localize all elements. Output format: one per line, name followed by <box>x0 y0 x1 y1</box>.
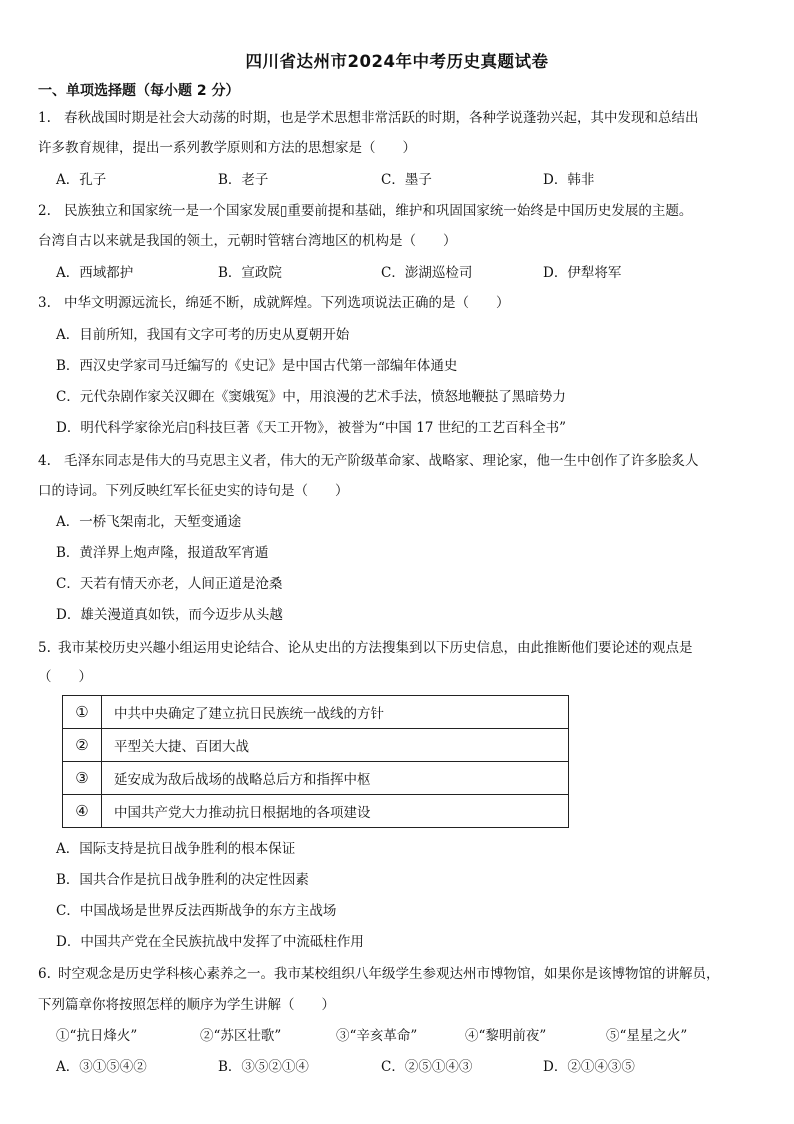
q2-option-d: D．伊犁将军 <box>543 265 622 281</box>
row-marker: ④ <box>63 795 102 828</box>
question-2-line-1 <box>38 201 758 221</box>
table-row <box>63 696 569 729</box>
q6-option-b: B．③⑤②①④ <box>218 1059 309 1075</box>
q6-item-2: ②“苏区壮歌” <box>200 1028 282 1044</box>
q3-option-a: A．目前所知，我国有文字可考的历史从夏朝开始 <box>56 327 350 343</box>
q4-option-c: C．天若有情天亦老，人间正道是沧桑 <box>56 576 283 592</box>
q6-item-4: ④“黎明前夜” <box>465 1028 547 1044</box>
table-row <box>63 729 569 762</box>
page-title: 四川省达州市2024年中考历史真题试卷 <box>245 52 549 71</box>
row-text: 中共中央确定了建立抗日民族统一战线的方针 <box>102 696 569 729</box>
question-5-line-1 <box>38 638 758 658</box>
table-row <box>63 762 569 795</box>
question-1-line-1 <box>38 108 758 128</box>
q6-item-3: ③“辛亥革命” <box>336 1028 418 1044</box>
q4-option-a: A．一桥飞架南北，天堑变通途 <box>56 514 242 530</box>
question-4-text: 毛泽东同志是伟大的马克思主义者，伟大的无产阶级革命家、战略家、理论家，他一生中创作了许多脍炙人 <box>64 453 699 469</box>
q6-option-a: A．③①⑤④② <box>56 1059 147 1075</box>
q1-option-b: B．老子 <box>218 172 269 188</box>
question-6-number: 6. <box>38 966 51 982</box>
row-marker: ② <box>63 729 102 762</box>
question-6-text: 时空观念是历史学科核心素养之一。我市某校组织八年级学生参观达州市博物馆，如果你是该博物馆的讲解员， <box>58 966 720 982</box>
question-5-text: 我市某校历史兴趣小组运用史论结合、论从史出的方法搜集到以下历史信息，由此推断他们要论述的观点是 <box>58 640 693 656</box>
q2-option-c: C．澎湖巡检司 <box>381 265 473 281</box>
q1-option-a: A．孔子 <box>56 172 107 188</box>
q6-item-5: ⑤“星星之火” <box>606 1028 688 1044</box>
row-marker: ③ <box>63 762 102 795</box>
question-4-line-1 <box>38 451 758 471</box>
q2-option-b: B．宣政院 <box>218 265 282 281</box>
table-row <box>63 795 569 828</box>
q3-option-d: D．明代科学家徐光启▯科技巨著《天工开物》，被誉为“中国 17 世纪的工艺百科全书” <box>56 420 567 436</box>
q5-option-c: C．中国战场是世界反法西斯战争的东方主战场 <box>56 903 337 919</box>
question-1-number: 1. <box>38 110 51 126</box>
q5-option-b: B．国共合作是抗日战争胜利的决定性因素 <box>56 872 309 888</box>
q1-option-c: C．墨子 <box>381 172 432 188</box>
question-1-text: 春秋战国时期是社会大动荡的时期，也是学术思想非常活跃的时期，各种学说蓬勃兴起，其中发现和总结出 <box>64 110 699 126</box>
row-text: 中国共产党大力推动抗日根据地的各项建设 <box>102 795 569 828</box>
q5-option-a: A．国际支持是抗日战争胜利的根本保证 <box>56 841 296 857</box>
question-6-line-1 <box>38 964 758 984</box>
q6-option-d: D．②①④③⑤ <box>543 1059 635 1075</box>
q1-option-d: D．韩非 <box>543 172 595 188</box>
question-5-number: 5. <box>38 640 51 656</box>
question-6-line-2: 下列篇章你将按照怎样的顺序为学生讲解（ ） <box>38 997 335 1013</box>
question-3-text: 中华文明源远流长，绵延不断，成就辉煌。下列选项说法正确的是（ ） <box>64 295 510 311</box>
row-marker: ① <box>63 696 102 729</box>
question-3-number: 3. <box>38 295 51 311</box>
q6-option-c: C．②⑤①④③ <box>381 1059 473 1075</box>
row-text: 平型关大捷、百团大战 <box>102 729 569 762</box>
question-1-line-2: 许多教育规律，提出一系列教学原则和方法的思想家是（ ） <box>38 140 416 156</box>
question-4-line-2: 口的诗词。下列反映红军长征史实的诗句是（ ） <box>38 483 349 499</box>
question-2-number: 2. <box>38 203 51 219</box>
section-heading: 一、单项选择题（每小题 2 分） <box>38 83 240 99</box>
q3-option-c: C．元代杂剧作家关汉卿在《窦娥冤》中，用浪漫的艺术手法，愤怒地鞭挞了黑暗势力 <box>56 389 566 405</box>
q6-item-1: ①“抗日烽火” <box>56 1028 138 1044</box>
question-2-line-2: 台湾自古以来就是我国的领土，元朝时管辖台湾地区的机构是（ ） <box>38 233 457 249</box>
row-text: 延安成为敌后战场的战略总后方和指挥中枢 <box>102 762 569 795</box>
q3-option-b: B．西汉史学家司马迁编写的《史记》是中国古代第一部编年体通史 <box>56 358 458 374</box>
q2-option-a: A．西域都护 <box>56 265 134 281</box>
q4-option-d: D．雄关漫道真如铁，而今迈步从头越 <box>56 607 283 623</box>
q5-option-d: D．中国共产党在全民族抗战中发挥了中流砥柱作用 <box>56 934 364 950</box>
question-4-number: 4. <box>38 453 51 469</box>
question-2-text: 民族独立和国家统一是一个国家发展▯重要前提和基础，维护和巩固国家统一始终是中国历史发展的主题。 <box>64 203 693 219</box>
question-5-line-2: （ ） <box>38 669 92 685</box>
q4-option-b: B．黄洋界上炮声隆，报道敌军宵遁 <box>56 545 269 561</box>
source-table <box>62 695 569 828</box>
question-3-line-1 <box>38 293 758 313</box>
